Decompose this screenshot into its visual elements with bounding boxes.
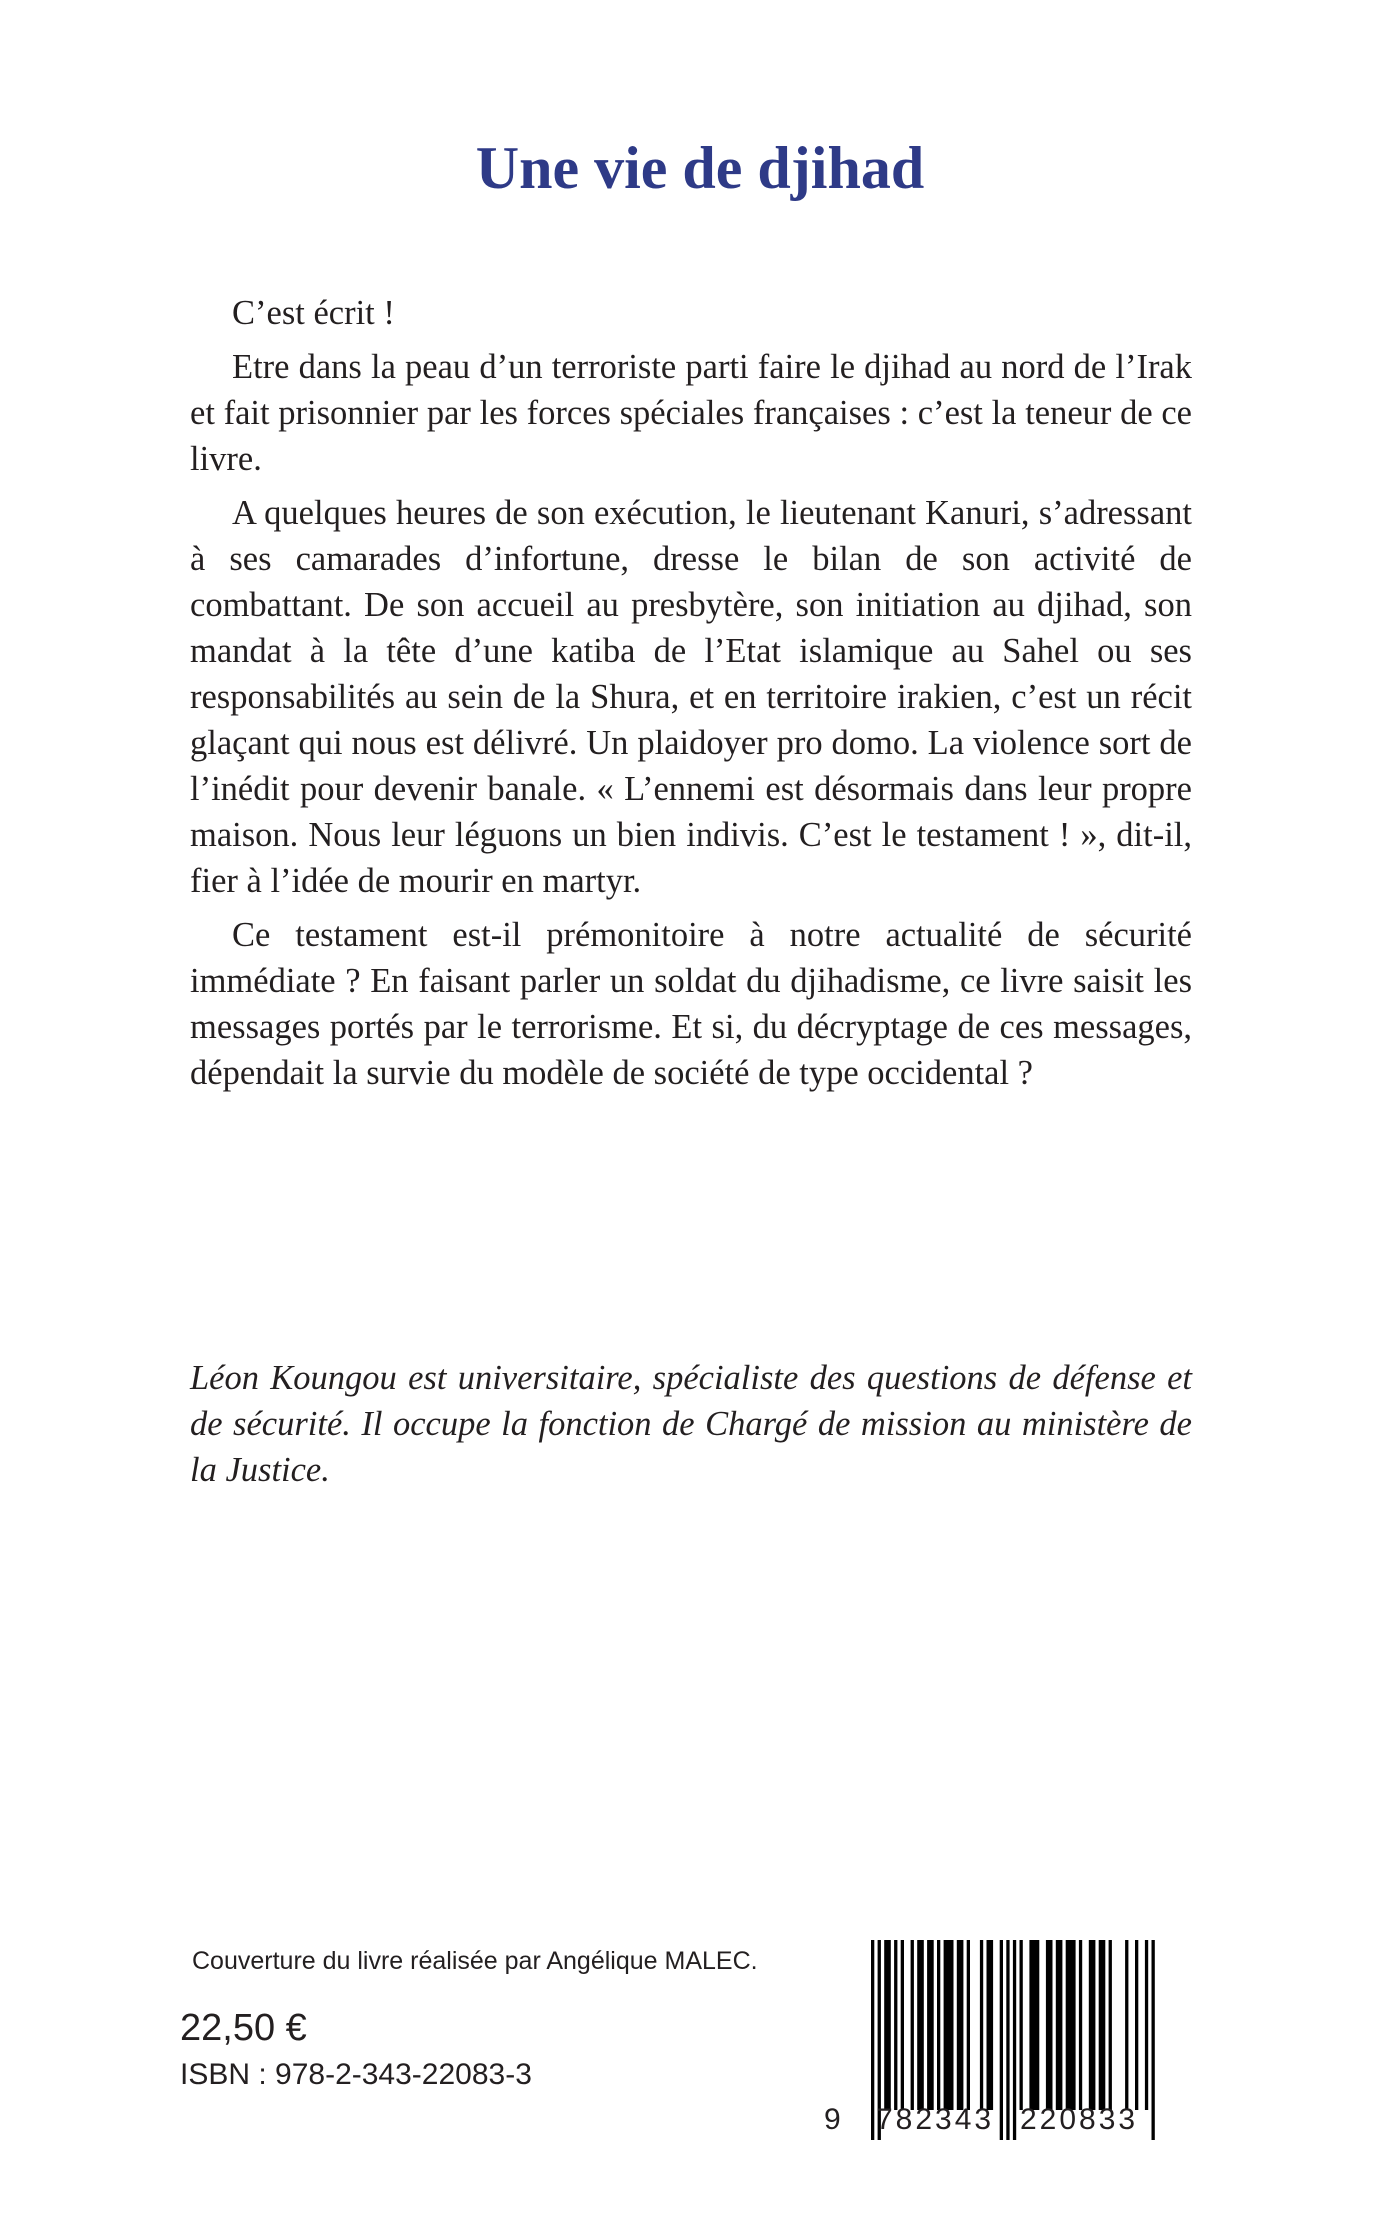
barcode-bar xyxy=(937,1940,940,2110)
barcode-digits-right: 220833 xyxy=(1020,2103,1139,2136)
blurb-paragraph: A quelques heures de son exécution, le lieutenant Kanuri, s’adressant à ses camarades d’infortune, dresse le bilan de son activité de combattant. De son accueil au presbytère, son initiation au djihad, son mandat à la tête d’une katiba de l’Etat islamique au Sahel ou ses responsabilités au sein de la Shura, et en territoire irakien, c’est un récit glaçant qui nous est délivré. Un plaidoyer pro domo. La violence sort de l’inédit pour devenir banale. « L’ennemi est désormais dans leur propre maison. Nous leur léguons un bien indivis. C’est le testament ! », dit-il, fier à l’idée de mourir en martyr. xyxy=(190,494,1192,900)
barcode-bar xyxy=(894,1940,897,2110)
barcode-bar xyxy=(1020,1940,1023,2110)
blurb-paragraph: Ce testament est-il prémonitoire à notre actualité de sécurité immédiate ? En faisant parler un soldat du djihadisme, ce livre saisit les messages portés par le terrorisme. Et si, du décryptage de ces messages, dépendait la survie du modèle de société de type occidental ? xyxy=(190,916,1192,1092)
barcode-bar xyxy=(1099,1940,1106,2110)
barcode-bar xyxy=(1145,1940,1148,2110)
author-bio: Léon Koungou est universitaire, spécialiste des questions de défense et de sécurité. Il occupe la fonction de Chargé de mission au ministère de la Justice. xyxy=(190,1359,1192,1489)
barcode-bar xyxy=(987,1940,994,2110)
book-title: Une vie de djihad xyxy=(475,135,925,201)
barcode-digit-first: 9 xyxy=(824,2103,844,2136)
barcode-bar xyxy=(884,1940,891,2110)
barcode-bar xyxy=(967,1940,970,2110)
barcode-bar xyxy=(1125,1940,1128,2110)
blurb-paragraph: C’est écrit ! xyxy=(232,294,395,332)
blurb-paragraph: Etre dans la peau d’un terroriste parti faire le djihad au nord de l’Irak et fait prisonnier par les forces spéciales françaises : c’est la teneur de ce livre. xyxy=(190,348,1192,478)
barcode-bar xyxy=(927,1940,934,2110)
barcode-bar xyxy=(1152,1940,1155,2140)
barcode-bar xyxy=(1013,1940,1016,2140)
barcode-bar xyxy=(1046,1940,1053,2110)
barcode-bar xyxy=(917,1940,924,2110)
barcode-digits-left: 782343 xyxy=(876,2103,995,2136)
barcode-bar xyxy=(1029,1940,1039,2110)
isbn-label: ISBN : 978-2-343-22083-3 xyxy=(180,2058,532,2091)
barcode-bar xyxy=(901,1940,904,2110)
barcode xyxy=(824,1940,1180,2148)
back-cover-blurb xyxy=(190,290,1192,1104)
barcode-bar xyxy=(871,1940,874,2140)
barcode-bar xyxy=(1089,1940,1096,2110)
price-label: 22,50 € xyxy=(180,2007,307,2049)
barcode-bar xyxy=(1066,1940,1076,2110)
barcode-bar xyxy=(1109,1940,1112,2110)
barcode-bar xyxy=(1079,1940,1082,2110)
barcode-bar xyxy=(980,1940,983,2110)
barcode-bar xyxy=(1135,1940,1138,2110)
barcode-bar xyxy=(1000,1940,1003,2140)
cover-credit: Couverture du livre réalisée par Angélique MALEC. xyxy=(192,1947,758,1975)
barcode-bar xyxy=(944,1940,954,2110)
barcode-bar xyxy=(911,1940,914,2110)
barcode-bar xyxy=(957,1940,964,2110)
barcode-bar xyxy=(1006,1940,1009,2140)
barcode-bar xyxy=(1056,1940,1063,2110)
